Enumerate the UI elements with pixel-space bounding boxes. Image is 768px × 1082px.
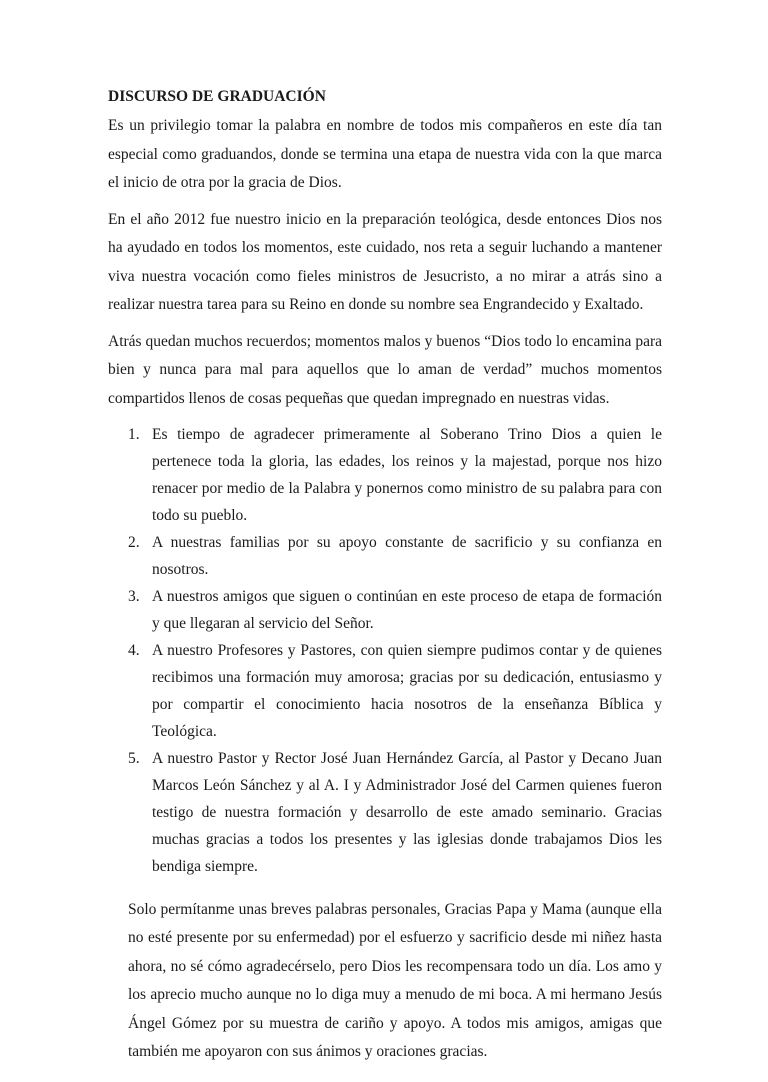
paragraph-memories: Atrás quedan muchos recuerdos; momentos malos y buenos “Dios todo lo encamina para bien y nunca para mal para aquellos que lo aman de verdad” muchos momentos compartidos llenos de cosas pequeñas que quedan impregnado en nuestras vidas. <box>108 332 662 407</box>
document-title: DISCURSO DE GRADUACIÓN <box>108 88 326 105</box>
list-text: A nuestras familias por su apoyo constante de sacrificio y su confianza en nosotros. <box>152 534 662 578</box>
list-text: Es tiempo de agradecer primeramente al Soberano Trino Dios a quien le pertenece toda la gloria, las edades, los reinos y la majestad, porque nos hizo renacer por medio de la Palabra y ponernos como ministro de su palabra para con todo su pueblo. <box>152 426 662 524</box>
list-number: 3. <box>128 588 140 605</box>
gratitude-list <box>108 421 662 880</box>
list-number: 4. <box>128 642 140 659</box>
closing-paragraph: Solo permítanme unas breves palabras personales, Gracias Papa y Mama (aunque ella no esté presente por su enfermedad) por el esfuerzo y sacrificio desde mi niñez hasta ahora, no sé cómo agradecérselo, pero Dios les recompensara todo un día. Los amo y los aprecio mucho aunque no lo diga muy a menudo de mi boca. A mi hermano Jesús Ángel Gómez por su muestra de cariño y apoyo. A todos mis amigos, amigas que también me apoyaron con sus ánimos y oraciones gracias. <box>128 900 662 1060</box>
list-item <box>128 583 662 637</box>
list-text: A nuestro Pastor y Rector José Juan Hernández García, al Pastor y Decano Juan Marcos León Sánchez y al A. I y Administrador José del Carmen quienes fueron testigo de nuestra formación y desarrollo de este amado seminario. Gracias muchas gracias a todos los presentes y las iglesias donde trabajamos Dios les bendiga siempre. <box>152 750 662 875</box>
paragraph-2012: En el año 2012 fue nuestro inicio en la preparación teológica, desde entonces Dios nos ha ayudado en todos los momentos, este cuidado, nos reta a seguir luchando a mantener viva nuestra vocación como fieles ministros de Jesucristo, a no mirar a atrás sino a realizar nuestra tarea para su Reino en donde su nombre sea Engrandecido y Exaltado. <box>108 210 662 313</box>
list-item <box>128 421 662 529</box>
list-item <box>128 529 662 583</box>
list-item <box>128 745 662 880</box>
document-body <box>108 86 662 1082</box>
list-number: 1. <box>128 426 140 443</box>
list-text: A nuestro Profesores y Pastores, con quien siempre pudimos contar y de quienes recibimos una formación muy amorosa; gracias por su dedicación, entusiasmo y por compartir el conocimiento hacia nosotros de la enseñanza Bíblica y Teológica. <box>152 642 662 740</box>
list-number: 2. <box>128 534 140 551</box>
list-item <box>128 637 662 745</box>
paragraph-intro: Es un privilegio tomar la palabra en nombre de todos mis compañeros en este día tan especial como graduandos, donde se termina una etapa de nuestra vida con la que marca el inicio de otra por la gracia de Dios. <box>108 117 662 191</box>
list-text: A nuestros amigos que siguen o continúan en este proceso de etapa de formación y que llegaran al servicio del Señor. <box>152 588 662 632</box>
list-number: 5. <box>128 750 140 767</box>
